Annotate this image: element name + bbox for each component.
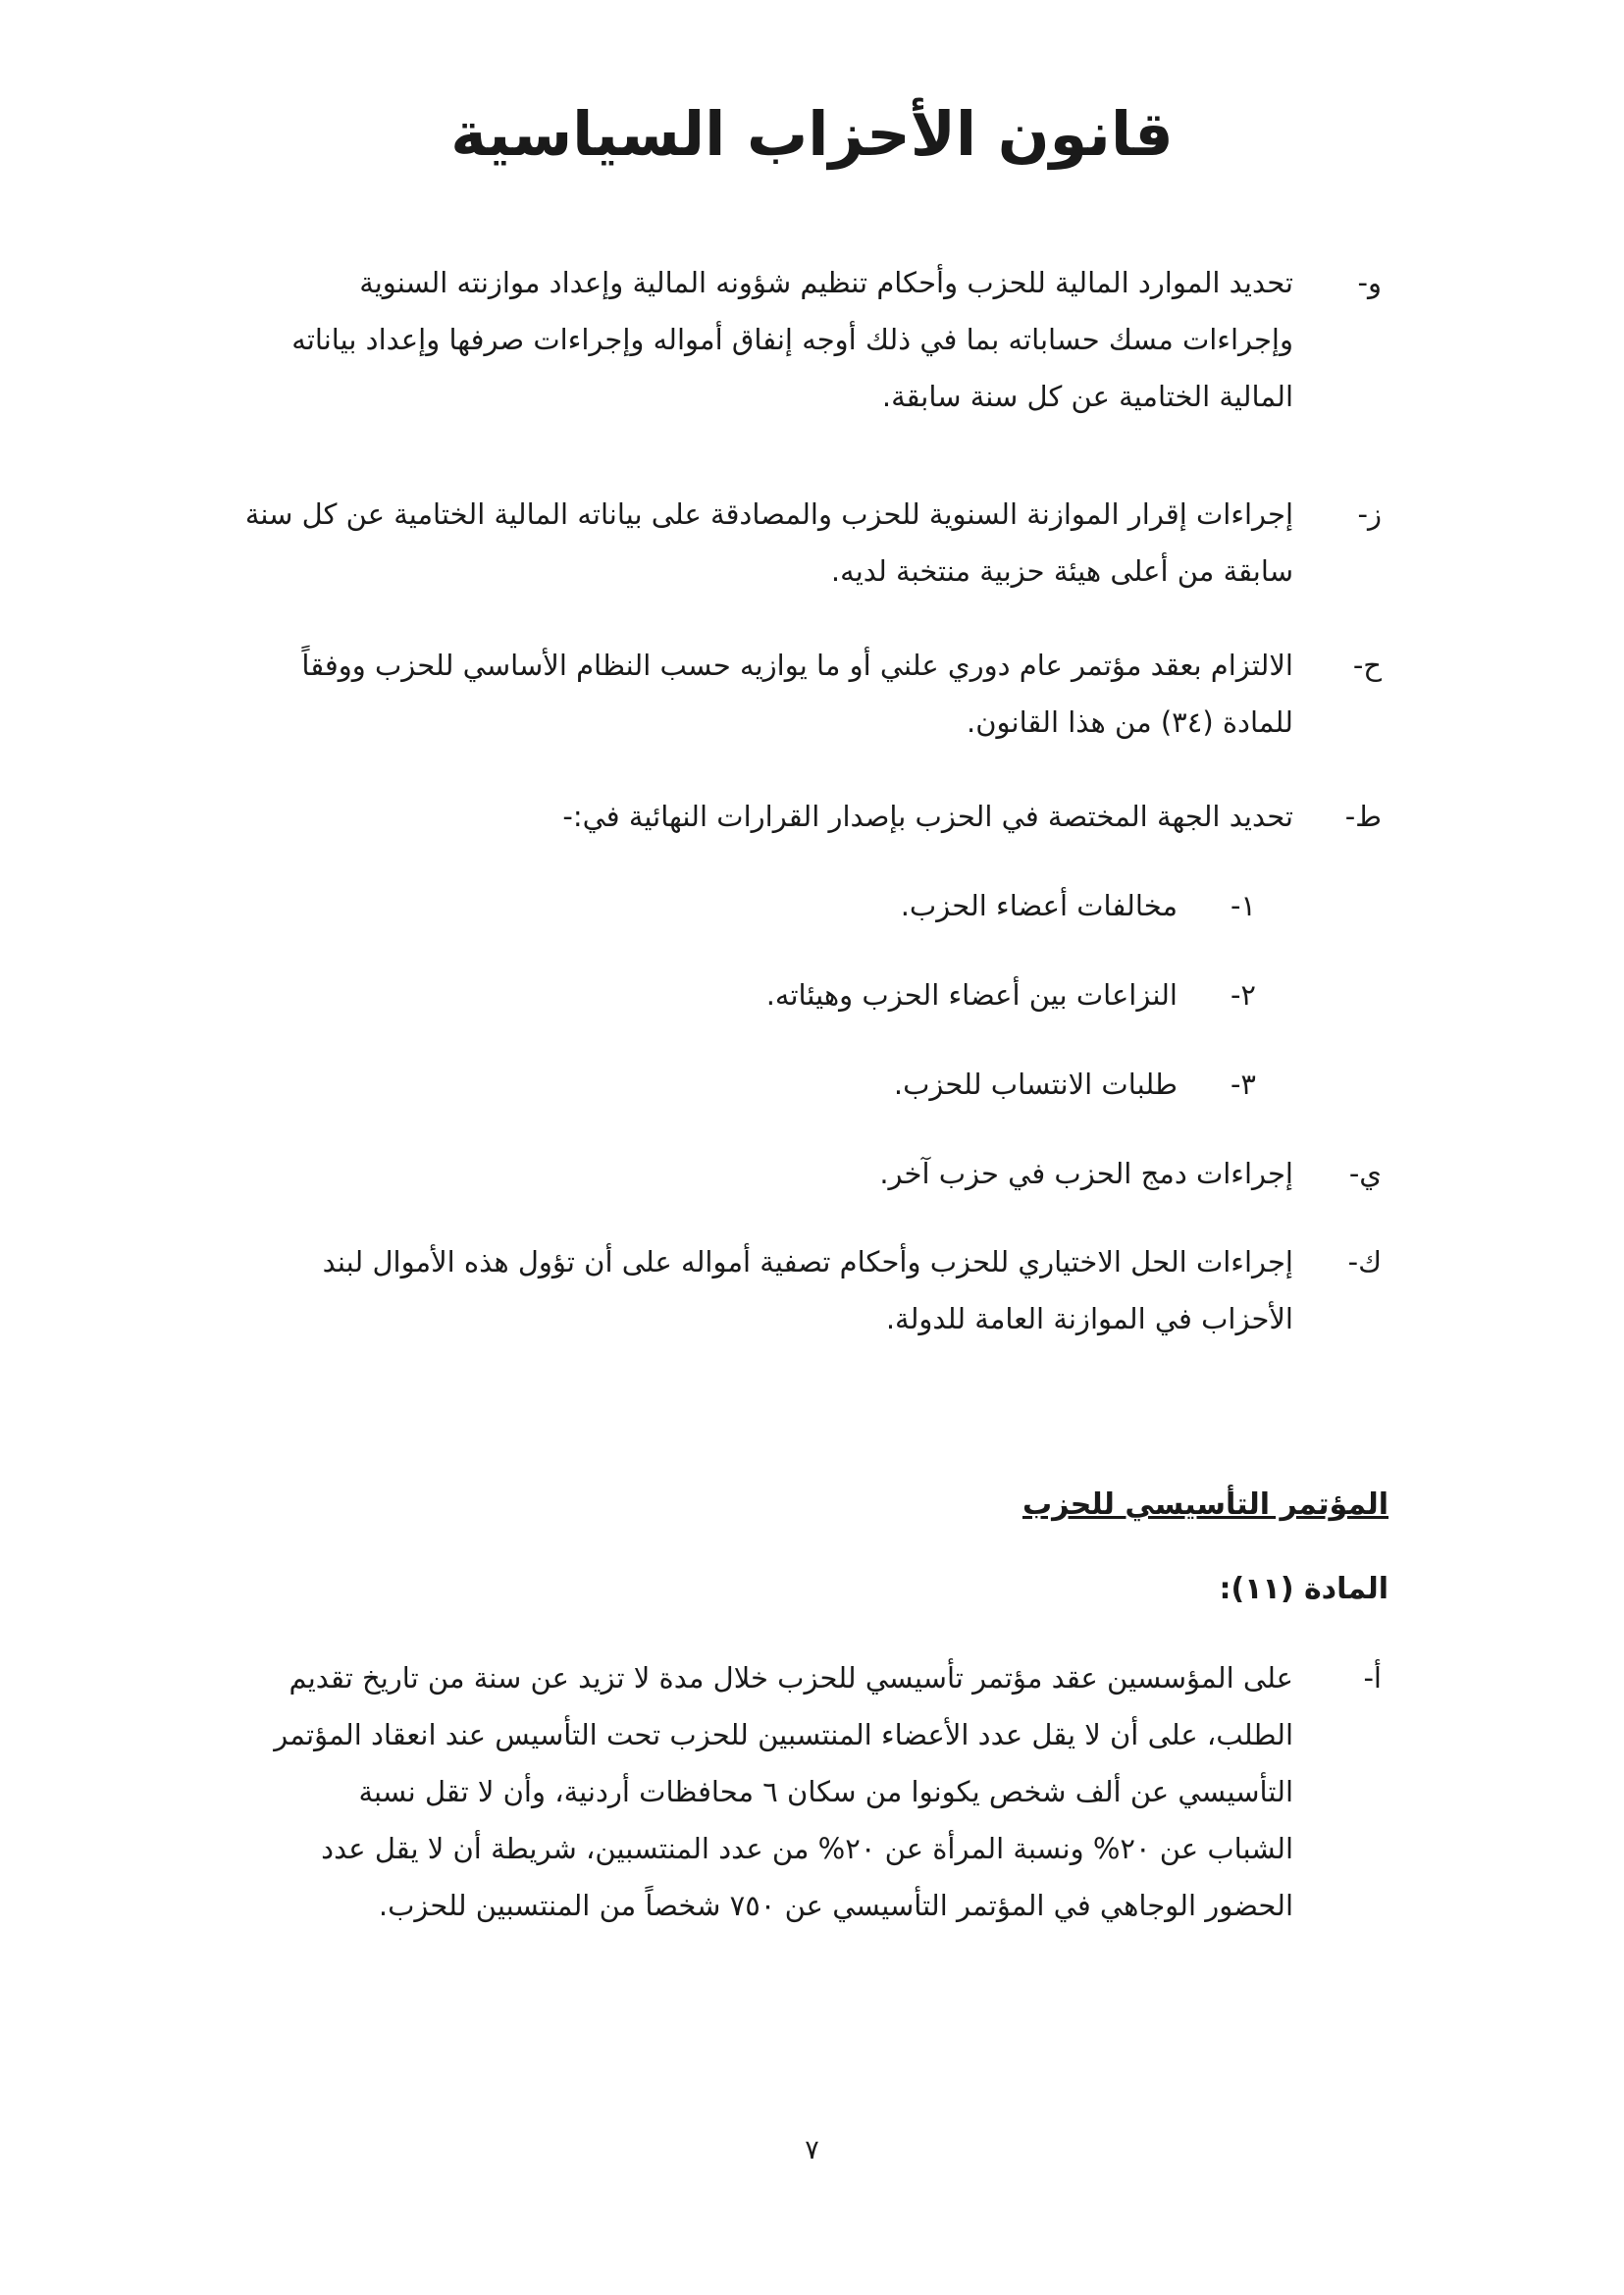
clause-line: على المؤسسين عقد مؤتمر تأسيسي للحزب خلال مدة لا تزيد عن سنة من تاريخ تقديم (288, 1661, 1293, 1695)
item-line: الأحزاب في الموازنة العامة للدولة. (885, 1302, 1293, 1335)
sub-item-text: طلبات الانتساب للحزب. (893, 1068, 1178, 1101)
sub-item-label: ٢- (1230, 978, 1256, 1012)
item-label: ك- (1347, 1245, 1382, 1278)
sub-item-label: ١- (1230, 889, 1256, 922)
sub-item-label: ٣- (1230, 1068, 1256, 1101)
clause-text (248, 1656, 1293, 1968)
item-line: إجراءات إقرار الموازنة السنوية للحزب والمصادقة على بياناته المالية الختامية عن كل سنة (244, 497, 1293, 531)
sub-item-text: النزاعات بين أعضاء الحزب وهيئاته. (765, 978, 1178, 1012)
item-line: إجراءات دمج الحزب في حزب آخر. (879, 1157, 1293, 1190)
item-line: المالية الختامية عن كل سنة سابقة. (881, 380, 1293, 413)
clause-label: أ- (1363, 1661, 1382, 1695)
item-text (248, 644, 1293, 785)
item-text (248, 261, 1293, 459)
item-label: ح- (1352, 649, 1382, 682)
item-line: الالتزام بعقد مؤتمر عام دوري علني أو ما يوازيه حسب النظام الأساسي للحزب ووفقاً (301, 649, 1293, 682)
item-text (244, 493, 1293, 634)
item-line: وإجراءات مسك حساباته بما في ذلك أوجه إنفاق أمواله وإجراءات صرفها وإعداد بياناته (291, 323, 1293, 356)
clause-line: الشباب عن ٢٠% ونسبة المرأة عن ٢٠% من عدد المنتسبين، شريطة أن لا يقل عدد (321, 1832, 1293, 1865)
sub-item-text: مخالفات أعضاء الحزب. (900, 889, 1178, 922)
page-number: ٧ (805, 2135, 819, 2165)
item-label: ط- (1344, 800, 1382, 833)
item-label: ز- (1357, 497, 1382, 531)
item-line: تحديد الجهة المختصة في الحزب بإصدار القرارات النهائية في:- (562, 800, 1293, 833)
item-line: إجراءات الحل الاختياري للحزب وأحكام تصفية أمواله على أن تؤول هذه الأموال لبند (322, 1245, 1293, 1278)
item-label: ي- (1348, 1157, 1382, 1190)
item-line: للمادة (٣٤) من هذا القانون. (967, 705, 1293, 739)
item-line: تحديد الموارد المالية للحزب وأحكام تنظيم شؤونه المالية وإعداد موازنته السنوية (359, 266, 1293, 299)
item-label: و- (1357, 266, 1382, 299)
item-text (248, 1152, 1293, 1236)
document-title: قانون الأحزاب السياسية (450, 98, 1174, 170)
section-heading: المؤتمر التأسيسي للحزب (1022, 1487, 1388, 1522)
item-line: سابقة من أعلى هيئة حزبية منتخبة لديه. (830, 554, 1293, 588)
article-heading: المادة (١١): (1219, 1572, 1388, 1606)
item-text (248, 1240, 1293, 1382)
clause-line: التأسيسي عن ألف شخص يكونوا من سكان ٦ محافظات أردنية، وأن لا تقل نسبة (358, 1775, 1293, 1808)
item-text (248, 795, 1293, 879)
clause-line: الطلب، على أن لا يقل عدد الأعضاء المنتسبين للحزب تحت التأسيس عند انعقاد المؤتمر (274, 1718, 1293, 1751)
clause-line: الحضور الوجاهي في المؤتمر التأسيسي عن ٧٥٠ شخصاً من المنتسبين للحزب. (378, 1889, 1293, 1922)
